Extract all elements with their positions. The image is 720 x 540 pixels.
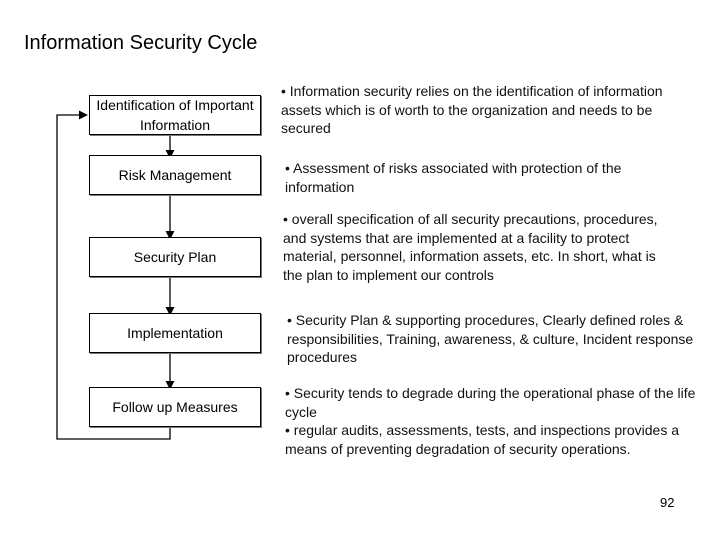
description-identification: • Information security relies on the identification of information assets which is of worth to the organization and needs to be secured — [281, 83, 663, 136]
page-number: 92 — [660, 495, 675, 510]
step-box-implementation: Implementation — [89, 313, 261, 353]
description-security-plan: • overall specification of all security precautions, procedures, and systems that are implemented at a facility to protect material, personnel, information assets, etc. In short, what is the plan to implement our controls — [283, 211, 658, 283]
step-box-follow-up: Follow up Measures — [89, 387, 261, 427]
description-implementation: • Security Plan & supporting procedures, Clearly defined roles & responsibilities, Training, awareness, & culture, Incident response procedures — [287, 312, 694, 365]
description-risk-management: • Assessment of risks associated with protection of the information — [285, 160, 622, 195]
step-box-risk-management: Risk Management — [89, 155, 261, 195]
description-follow-up: • Security tends to degrade during the operational phase of the life cycle • regular audits, assessments, tests, and inspections provides a means of preventing degradation of security operations. — [285, 385, 696, 457]
step-box-security-plan: Security Plan — [89, 237, 261, 277]
page-title: Information Security Cycle — [24, 32, 258, 54]
step-box-identification: Identification of Important Information — [89, 95, 261, 135]
